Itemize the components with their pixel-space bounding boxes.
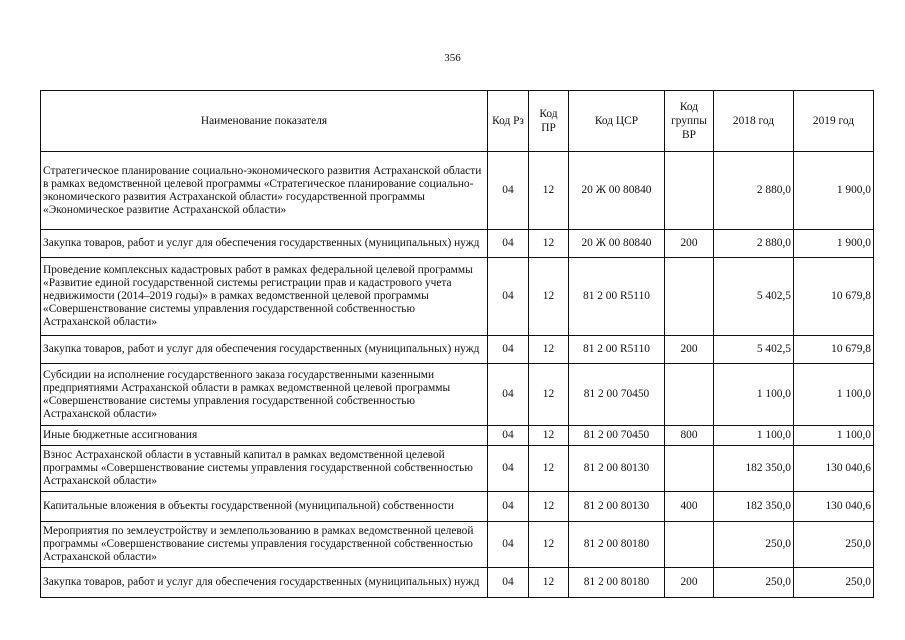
row-pr: 12 [529,446,569,492]
row-rz: 04 [488,364,529,426]
row-csr: 81 2 00 80180 [569,522,665,568]
row-vr: 200 [665,568,714,598]
row-vr [665,522,714,568]
row-csr: 81 2 00 80130 [569,492,665,522]
row-2019: 1 900,0 [794,230,874,258]
table-row [41,522,874,568]
row-csr: 81 2 00 70450 [569,426,665,446]
row-csr: 81 2 00 70450 [569,364,665,426]
row-2019: 250,0 [794,522,874,568]
row-2018: 1 100,0 [714,426,794,446]
row-vr: 800 [665,426,714,446]
row-2018: 2 880,0 [714,230,794,258]
row-2019: 130 040,6 [794,446,874,492]
row-2018: 1 100,0 [714,364,794,426]
row-vr [665,446,714,492]
budget-table [40,90,874,598]
row-vr: 200 [665,336,714,364]
row-name: Капитальные вложения в объекты государственной (муниципальной) собственности [41,492,488,522]
row-name: Проведение комплексных кадастровых работ в рамках федеральной целевой программы «Развитие единой государственной системы регистрации прав и кадастрового учета недвижимости (2014–2019 годы)» в рамках ведомственной целевой программы «Совершенствование системы управления государственной собственностью Астраханской области» [41,258,488,336]
table-row [41,258,874,336]
header-vr: Код группы ВР [665,91,714,152]
row-2018: 2 880,0 [714,152,794,230]
row-csr: 81 2 00 80180 [569,568,665,598]
row-2019: 1 100,0 [794,426,874,446]
row-2018: 182 350,0 [714,446,794,492]
row-2018: 250,0 [714,568,794,598]
table-header-row [41,91,874,152]
row-2019: 250,0 [794,568,874,598]
row-vr [665,258,714,336]
page-number: 356 [444,52,461,64]
row-rz: 04 [488,426,529,446]
header-name: Наименование показателя [41,91,488,152]
header-rz: Код Рз [488,91,529,152]
header-2019: 2019 год [794,91,874,152]
table-row [41,230,874,258]
row-vr: 200 [665,230,714,258]
row-vr [665,364,714,426]
table-row [41,492,874,522]
row-csr: 81 2 00 80130 [569,446,665,492]
row-2019: 130 040,6 [794,492,874,522]
row-pr: 12 [529,336,569,364]
row-2018: 5 402,5 [714,336,794,364]
row-vr [665,152,714,230]
row-2019: 10 679,8 [794,258,874,336]
row-pr: 12 [529,364,569,426]
table-row [41,426,874,446]
row-rz: 04 [488,492,529,522]
row-pr: 12 [529,492,569,522]
row-rz: 04 [488,258,529,336]
row-csr: 20 Ж 00 80840 [569,152,665,230]
row-rz: 04 [488,568,529,598]
row-pr: 12 [529,152,569,230]
row-2019: 10 679,8 [794,336,874,364]
row-name: Субсидии на исполнение государственного заказа государственными казенными предприятиями Астраханской области в рамках ведомственной целевой программы «Совершенствование системы управления государственной собственностью Астраханской области» [41,364,488,426]
row-pr: 12 [529,426,569,446]
row-rz: 04 [488,522,529,568]
row-csr: 81 2 00 R5110 [569,336,665,364]
row-rz: 04 [488,446,529,492]
row-name: Закупка товаров, работ и услуг для обеспечения государственных (муниципальных) нужд [41,336,488,364]
row-pr: 12 [529,568,569,598]
row-name: Стратегическое планирование социально-экономического развития Астраханской области в рамках ведомственной целевой программы «Стратегическое планирование социально-экономического развития Астраханской области» государственной программы «Экономическое развитие Астраханской области» [41,152,488,230]
header-pr: Код ПР [529,91,569,152]
row-vr: 400 [665,492,714,522]
table-row [41,152,874,230]
table-row [41,364,874,426]
row-name: Мероприятия по землеустройству и землепользованию в рамках ведомственной целевой программы «Совершенствование системы управления государственной собственностью Астраханской области» [41,522,488,568]
row-2018: 182 350,0 [714,492,794,522]
table-row [41,568,874,598]
row-rz: 04 [488,152,529,230]
row-2019: 1 100,0 [794,364,874,426]
row-2019: 1 900,0 [794,152,874,230]
table-row [41,336,874,364]
row-name: Закупка товаров, работ и услуг для обеспечения государственных (муниципальных) нужд [41,568,488,598]
row-rz: 04 [488,230,529,258]
row-csr: 20 Ж 00 80840 [569,230,665,258]
row-2018: 5 402,5 [714,258,794,336]
row-csr: 81 2 00 R5110 [569,258,665,336]
row-2018: 250,0 [714,522,794,568]
row-name: Закупка товаров, работ и услуг для обеспечения государственных (муниципальных) нужд [41,230,488,258]
row-rz: 04 [488,336,529,364]
row-pr: 12 [529,258,569,336]
row-name: Иные бюджетные ассигнования [41,426,488,446]
row-name: Взнос Астраханской области в уставный капитал в рамках ведомственной целевой программы «Совершенствование системы управления государственной собственностью Астраханской области» [41,446,488,492]
row-pr: 12 [529,230,569,258]
table-row [41,446,874,492]
row-pr: 12 [529,522,569,568]
header-2018: 2018 год [714,91,794,152]
header-csr: Код ЦСР [569,91,665,152]
